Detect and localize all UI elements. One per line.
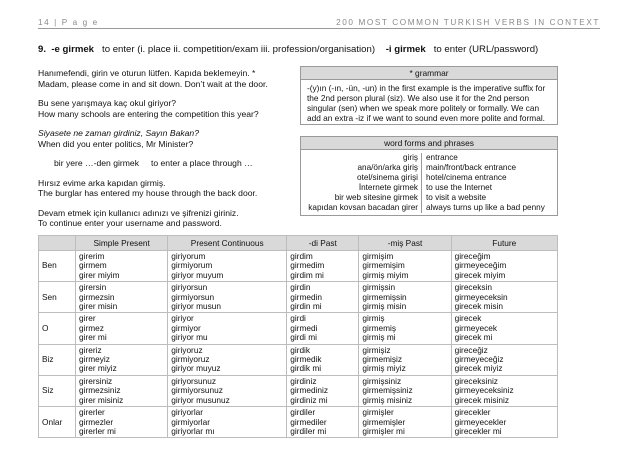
word-form-english: hotel/cinema entrance <box>426 173 507 182</box>
column-header: Simple Present <box>76 236 168 251</box>
negative-form: girmeyecekler <box>454 416 507 427</box>
conjugation-cell <box>451 407 557 438</box>
question-form: girmiş miyiz <box>362 363 406 374</box>
question-form: giriyor musun <box>171 301 222 312</box>
example-2 <box>38 98 306 119</box>
word-form-turkish: otel/sinema girişi <box>357 173 418 182</box>
negative-form: girmedik <box>290 354 322 365</box>
positive-form: girdim <box>290 251 313 261</box>
negative-form: girmedin <box>290 291 323 302</box>
question-form: girdim mi <box>290 269 324 280</box>
conjugation-cell <box>76 407 168 438</box>
negative-form: girmiyorlar <box>171 416 210 427</box>
column-header: Present Continuous <box>168 236 287 251</box>
positive-form: girersiniz <box>79 375 113 386</box>
positive-form: girmişiz <box>362 344 391 355</box>
word-form-english: entrance <box>426 153 458 162</box>
word-form-turkish: İnternete girmek <box>358 183 418 192</box>
word-forms-english-column <box>422 153 545 213</box>
positive-form: girmişler <box>362 407 394 418</box>
example-4 <box>38 158 306 169</box>
verb-2: -i girmek <box>385 44 426 55</box>
pronoun-cell: Ben <box>39 251 76 282</box>
verb-1: -e girmek <box>51 44 95 55</box>
negative-form: girmiyor <box>171 322 201 333</box>
entry-title <box>38 44 600 55</box>
column-header-blank <box>39 236 76 251</box>
word-form-turkish: bir web sitesine girmek <box>334 193 418 202</box>
question-form: giriyor musunuz <box>171 394 230 405</box>
negative-form: girmedi <box>290 322 318 333</box>
pronoun-cell: Biz <box>39 344 76 375</box>
example-turkish: Bu sene yarışmaya kaç okul giriyor? <box>38 98 177 108</box>
positive-form: girmişsin <box>362 282 396 293</box>
conjugation-cell <box>359 375 451 406</box>
negative-form: girmezsin <box>79 291 115 302</box>
column-header: Future <box>451 236 557 251</box>
negative-form: girmeyeceksiniz <box>454 385 514 396</box>
example-turkish: Hırsız evime arka kapıdan girmiş. <box>38 177 166 188</box>
conjugation-cell <box>168 313 287 344</box>
negative-form: girmemişsiniz <box>362 385 413 396</box>
conjugation-cell <box>287 375 359 406</box>
question-form: girer misiniz <box>79 394 124 405</box>
word-forms-box <box>300 136 558 216</box>
conjugation-cell <box>451 344 557 375</box>
question-form: girmiş miyim <box>362 269 409 280</box>
example-turkish: Hanımefendi, girin ve oturun lütfen. Kapıda beklemeyin. * <box>38 68 256 78</box>
positive-form: girdiler <box>290 407 316 418</box>
positive-form: gireceğim <box>454 251 491 261</box>
pronoun-cell: Siz <box>39 375 76 406</box>
positive-form: gireceksin <box>454 282 492 293</box>
conjugation-cell <box>287 407 359 438</box>
positive-form: girmişim <box>362 251 394 261</box>
page-header <box>38 13 600 27</box>
question-form: girer misin <box>79 301 118 312</box>
conjugation-cell <box>168 344 287 375</box>
positive-form: giriyorum <box>171 251 206 261</box>
word-form-english: always turns up like a bad penny <box>426 203 545 212</box>
conjugation-cell <box>359 344 451 375</box>
question-form: girdiniz mi <box>290 394 328 405</box>
question-form: girecek misiniz <box>454 394 509 405</box>
question-form: girecek misin <box>454 301 504 312</box>
grammar-title: * grammar <box>301 67 557 80</box>
verb-2-meaning: to enter (URL/password) <box>433 44 539 55</box>
positive-form: gireriz <box>79 344 102 355</box>
negative-form: girmezler <box>79 416 114 427</box>
conjugation-cell <box>287 251 359 282</box>
word-form-english: to use the Internet <box>426 183 492 192</box>
table-row <box>39 375 558 406</box>
pronoun-cell: O <box>39 313 76 344</box>
grammar-box <box>300 66 558 125</box>
positive-form: girdiniz <box>290 375 317 386</box>
positive-form: girer <box>79 313 96 324</box>
positive-form: girmişsiniz <box>362 375 402 386</box>
conjugation-table <box>38 235 558 438</box>
negative-form: girmedim <box>290 260 325 271</box>
example-3 <box>38 128 306 149</box>
positive-form: girecek <box>454 313 482 324</box>
positive-form: girecekler <box>454 407 491 418</box>
phrase-turkish: bir yere …-den girmek <box>54 158 140 168</box>
question-form: girmiş misin <box>362 301 407 312</box>
question-form: girmiş misiniz <box>362 394 413 405</box>
example-6 <box>38 208 306 229</box>
conjugation-cell <box>287 344 359 375</box>
positive-form: girmiş <box>362 313 385 324</box>
question-form: girdiler mi <box>290 425 327 436</box>
conjugation-cell <box>76 251 168 282</box>
example-turkish: Siyasete ne zaman girdiniz, Sayın Bakan? <box>38 128 199 138</box>
table-row <box>39 251 558 282</box>
question-form: girdik mi <box>290 363 322 374</box>
negative-form: girmeyecek <box>454 322 498 333</box>
conjugation-cell <box>451 375 557 406</box>
entry-number: 9. <box>38 44 47 55</box>
conjugation-cell <box>451 251 557 282</box>
positive-form: giriyorlar <box>171 407 204 418</box>
positive-form: girdin <box>290 282 311 293</box>
word-form-english: main/front/back entrance <box>426 163 517 172</box>
conjugation-cell <box>359 282 451 313</box>
question-form: girecek miyim <box>454 269 506 280</box>
negative-form: girmiyorsunuz <box>171 385 223 396</box>
header-divider <box>38 28 600 29</box>
conjugation-cell <box>451 282 557 313</box>
verb-1-meaning: to enter (i. place ii. competition/exam iii. profession/organisation) <box>102 44 376 55</box>
column-header: -miş Past <box>359 236 451 251</box>
question-form: girer mi <box>79 332 107 343</box>
pronoun-cell: Sen <box>39 282 76 313</box>
positive-form: giriyorsunuz <box>171 375 216 386</box>
positive-form: girerler <box>79 407 105 418</box>
negative-form: girmeyeceksin <box>454 291 508 302</box>
question-form: girer miyiz <box>79 363 117 374</box>
negative-form: girmemişim <box>362 260 405 271</box>
negative-form: girmemişsin <box>362 291 407 302</box>
positive-form: giriyorsun <box>171 282 208 293</box>
conjugation-cell <box>287 282 359 313</box>
question-form: girecek miyiz <box>454 363 503 374</box>
word-form-turkish: kapıdan kovsan bacadan girer <box>308 203 418 212</box>
phrase-english: to enter a place through … <box>150 158 253 168</box>
question-form: girecek mi <box>454 332 493 343</box>
question-form: giriyor mu <box>171 332 208 343</box>
conjugation-cell <box>76 282 168 313</box>
positive-form: gireceğiz <box>454 344 488 355</box>
conjugation-cell <box>76 313 168 344</box>
negative-form: girmiyorum <box>171 260 213 271</box>
negative-form: girmezsiniz <box>79 385 121 396</box>
question-form: girdi mi <box>290 332 317 343</box>
example-english: When did you enter politics, Mr Minister? <box>38 138 194 149</box>
example-english: How many schools are entering the competition this year? <box>38 108 259 119</box>
table-row <box>39 344 558 375</box>
negative-form: girmemişler <box>362 416 406 427</box>
positive-form: gireceksiniz <box>454 375 498 386</box>
examples-column <box>38 68 306 238</box>
word-form-english: to visit a website <box>426 193 487 202</box>
question-form: girdin mi <box>290 301 322 312</box>
table-header-row <box>39 236 558 251</box>
pronoun-cell: Onlar <box>39 407 76 438</box>
page-number: 14 | P a g e <box>38 18 99 27</box>
table-row <box>39 407 558 438</box>
positive-form: giriyor <box>171 313 194 324</box>
negative-form: girmemiş <box>362 322 397 333</box>
positive-form: girdi <box>290 313 306 324</box>
negative-form: girmeyiz <box>79 354 110 365</box>
negative-form: girmediniz <box>290 385 329 396</box>
word-form-turkish: giriş <box>402 153 418 162</box>
question-form: giriyor muyuz <box>171 363 221 374</box>
conjugation-cell <box>359 251 451 282</box>
negative-form: girmediler <box>290 416 327 427</box>
question-form: girecekler mi <box>454 425 502 436</box>
negative-form: girmeyeceğim <box>454 260 507 271</box>
negative-form: girmiyorsun <box>171 291 215 302</box>
table-row <box>39 282 558 313</box>
word-forms-title: word forms and phrases <box>301 137 557 150</box>
conjugation-cell <box>168 375 287 406</box>
example-english: The burglar has entered my house through the back door. <box>38 188 258 198</box>
conjugation-cell <box>76 375 168 406</box>
column-header: -di Past <box>287 236 359 251</box>
negative-form: girmemişiz <box>362 354 403 365</box>
example-english: Madam, please come in and sit down. Don’t wait at the door. <box>38 78 268 89</box>
conjugation-cell <box>359 313 451 344</box>
negative-form: girmez <box>79 322 104 333</box>
conjugation-cell <box>76 344 168 375</box>
conjugation-cell <box>451 313 557 344</box>
question-form: girmiş mi <box>362 332 396 343</box>
word-forms-turkish-column <box>301 153 422 213</box>
conjugation-cell <box>168 251 287 282</box>
positive-form: girerim <box>79 251 105 261</box>
example-1 <box>38 68 306 89</box>
conjugation-cell <box>168 282 287 313</box>
conjugation-cell <box>287 313 359 344</box>
conjugation-cell <box>359 407 451 438</box>
negative-form: girmeyeceğiz <box>454 354 504 365</box>
positive-form: girdik <box>290 344 311 355</box>
example-english: To continue enter your username and password. <box>38 218 222 228</box>
question-form: girer miyim <box>79 269 120 280</box>
book-title: 200 MOST COMMON TURKISH VERBS IN CONTEXT <box>336 18 600 27</box>
negative-form: girmem <box>79 260 107 271</box>
question-form: girmişler mi <box>362 425 405 436</box>
example-turkish: Devam etmek için kullanıcı adınızı ve şifrenizi giriniz. <box>38 207 239 218</box>
conjugation-cell <box>168 407 287 438</box>
table-row <box>39 313 558 344</box>
question-form: giriyor muyum <box>171 269 224 280</box>
word-form-turkish: ana/ön/arka giriş <box>357 163 418 172</box>
question-form: girerler mi <box>79 425 116 436</box>
example-5 <box>38 178 306 199</box>
grammar-text: -(y)ın (-ın, -ün, -un) in the first example is the imperative suffix for the 2nd person plural (siz). We also use it for the 2nd person singular (sen) when we speak more politely or formally. We can add an extra -iz if we want to sound even more polite and formal. <box>307 83 546 123</box>
question-form: giriyorlar mı <box>171 425 215 436</box>
positive-form: girersin <box>79 282 107 293</box>
positive-form: giriyoruz <box>171 344 203 355</box>
negative-form: girmiyoruz <box>171 354 210 365</box>
